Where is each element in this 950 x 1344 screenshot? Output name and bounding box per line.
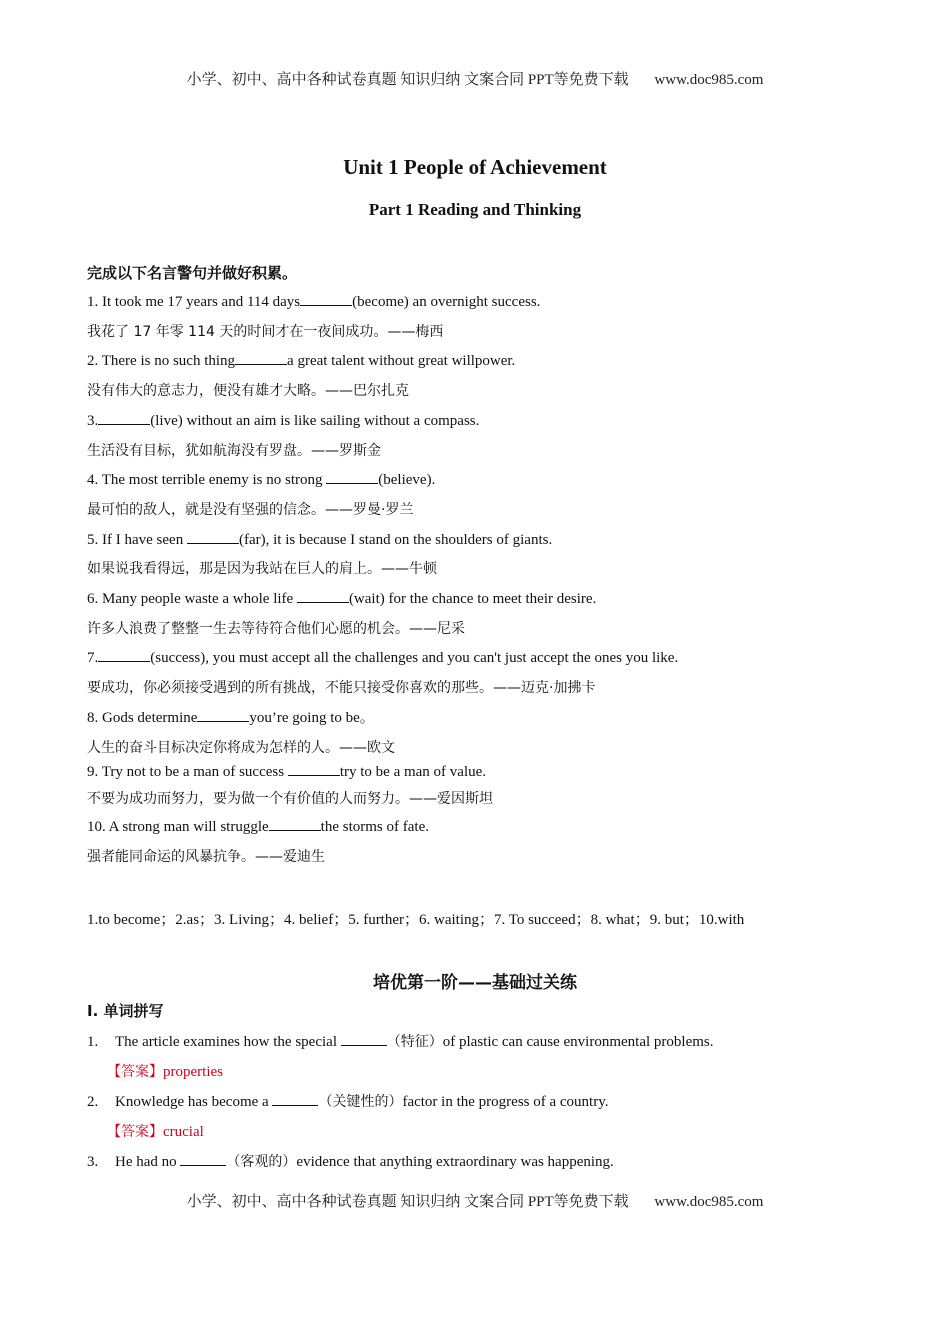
exercise-list xyxy=(87,1027,887,1177)
fill-blank xyxy=(180,1151,226,1166)
quote-item xyxy=(87,466,887,525)
quote-text-post: (far), it is because I stand on the shoulders of giants. xyxy=(238,531,553,548)
quote-text-pre: 2. There is no such thing xyxy=(87,353,236,370)
quote-text-post: (success), you must accept all the challenges and you can't just accept the ones you like. xyxy=(150,650,679,667)
answer-tag: 【答案】 xyxy=(107,1124,163,1140)
quote-item xyxy=(87,526,887,585)
fill-blank xyxy=(269,816,321,831)
exercise-hint: （客观的） xyxy=(226,1154,297,1170)
document-subtitle: Part 1 Reading and Thinking xyxy=(368,200,582,219)
fill-blank xyxy=(272,1091,318,1106)
answer-value: crucial xyxy=(163,1124,204,1140)
exercise-item xyxy=(87,1147,887,1177)
quote-translation: 不要为成功而努力，要为做一个有价值的人而努力。——爱因斯坦 xyxy=(87,791,493,808)
fill-blank xyxy=(300,291,352,306)
quote-translation: 人生的奋斗目标决定你将成为怎样的人。——欧文 xyxy=(87,739,395,756)
quote-text-post: (become) an overnight success. xyxy=(352,294,541,310)
fill-blank xyxy=(197,707,249,722)
exercise-number: 3. xyxy=(87,1154,99,1170)
fill-blank xyxy=(187,529,239,544)
exercise-text-post: evidence that anything extraordinary was happening. xyxy=(296,1154,614,1170)
fill-blank xyxy=(98,410,150,425)
quote-translation: 没有伟大的意志力，便没有雄才大略。——巴尔扎克 xyxy=(87,383,409,400)
quote-text-pre: 4. The most terrible enemy is no strong xyxy=(87,472,327,489)
quote-translation: 要成功，你必须接受遇到的所有挑战，不能只接受你喜欢的那些。——迈克·加拂卡 xyxy=(87,680,596,697)
quote-text-pre: 5. If I have seen xyxy=(87,531,187,548)
quote-translation: 强者能同命运的风暴抗争。——爱迪生 xyxy=(87,848,325,865)
exercise-text-post: factor in the progress of a country. xyxy=(402,1094,609,1110)
exercise-hint: （特征） xyxy=(386,1034,443,1050)
exercise-text-pre: Knowledge has become a xyxy=(115,1094,273,1110)
exercise-answer xyxy=(87,1117,887,1147)
exercise-item xyxy=(87,1027,887,1087)
quote-translation: 如果说我看得远，那是因为我站在巨人的肩上。——牛顿 xyxy=(87,561,437,578)
quote-text-pre: 6. Many people waste a whole life xyxy=(87,591,297,608)
part-label: I. 单词拼写 xyxy=(87,1002,164,1020)
quote-item xyxy=(87,407,887,466)
quote-text-post: (believe). xyxy=(378,472,436,489)
fill-blank xyxy=(297,588,349,603)
quote-translation: 最可怕的敌人，就是没有坚强的信念。——罗曼·罗兰 xyxy=(87,501,414,518)
quote-item xyxy=(87,813,887,872)
quote-item xyxy=(87,585,887,644)
fill-blank xyxy=(326,469,378,484)
exercise-text-pre: He had no xyxy=(115,1154,181,1170)
quote-text-pre: 3. xyxy=(87,412,99,429)
answer-value: properties xyxy=(163,1064,223,1080)
quote-translation: 许多人浪费了整整一生去等待符合他们心愿的机会。——尼采 xyxy=(87,620,465,637)
header-text: 小学、初中、高中各种试卷真题 知识归纳 文案合同 PPT等免费下载 xyxy=(186,72,629,88)
quote-text-post: a great talent without great willpower. xyxy=(287,353,516,370)
quote-item xyxy=(87,759,887,813)
quote-item xyxy=(87,644,887,703)
exercise-text-pre: The article examines how the special xyxy=(115,1034,341,1050)
exercise-number: 1. xyxy=(87,1034,99,1050)
quote-text-post: (live) without an aim is like sailing without a compass. xyxy=(150,412,480,429)
quote-text-pre: 8. Gods determine xyxy=(87,709,198,726)
header-site-link[interactable]: www.doc985.com xyxy=(654,72,764,88)
quote-translation: 我花了 17 年零 114 天的时间才在一夜间成功。——梅西 xyxy=(87,323,444,340)
quote-text-pre: 9. Try not to be a man of success xyxy=(87,764,288,781)
quote-text-pre: 7. xyxy=(87,650,99,667)
page-footer xyxy=(0,1190,950,1211)
quote-text-post: (wait) for the chance to meet their desire. xyxy=(348,591,597,608)
quote-text-post: the storms of fate. xyxy=(320,819,429,836)
fill-blank xyxy=(288,761,340,776)
page-header xyxy=(0,68,950,89)
exercise-number: 2. xyxy=(87,1094,99,1110)
quote-text-post: you’re going to be。 xyxy=(249,709,375,726)
quote-text-post: try to be a man of value. xyxy=(339,764,487,781)
exercise-item xyxy=(87,1087,887,1147)
answer-tag: 【答案】 xyxy=(107,1064,163,1080)
exercise-text-post: of plastic can cause environmental problems. xyxy=(442,1034,714,1050)
fill-blank xyxy=(235,350,287,365)
quote-text-pre: 1. It took me 17 years and 114 days xyxy=(87,294,301,310)
quotes-list xyxy=(87,288,887,873)
quote-item xyxy=(87,704,887,763)
quotes-section-label: 完成以下名言警句并做好积累。 xyxy=(87,264,298,282)
quote-item xyxy=(87,347,887,406)
quotes-answer-key: 1.to become；2.as；3. Living；4. belief；5. further；6. waiting；7. To succeed；8. what；9. but；10.with xyxy=(87,912,745,928)
fill-blank xyxy=(98,647,150,662)
fill-blank xyxy=(341,1031,387,1046)
stage-title: 培优第一阶——基础过关练 xyxy=(373,973,577,993)
exercise-answer xyxy=(87,1057,887,1087)
quote-text-pre: 10. A strong man will struggle xyxy=(87,819,269,836)
footer-text: 小学、初中、高中各种试卷真题 知识归纳 文案合同 PPT等免费下载 xyxy=(186,1194,629,1210)
quote-translation: 生活没有目标，犹如航海没有罗盘。——罗斯金 xyxy=(87,442,381,459)
quote-item xyxy=(87,288,887,347)
exercise-hint: （关键性的） xyxy=(318,1094,403,1110)
footer-site-link[interactable]: www.doc985.com xyxy=(654,1194,764,1210)
document-title: Unit 1 People of Achievement xyxy=(343,155,607,179)
